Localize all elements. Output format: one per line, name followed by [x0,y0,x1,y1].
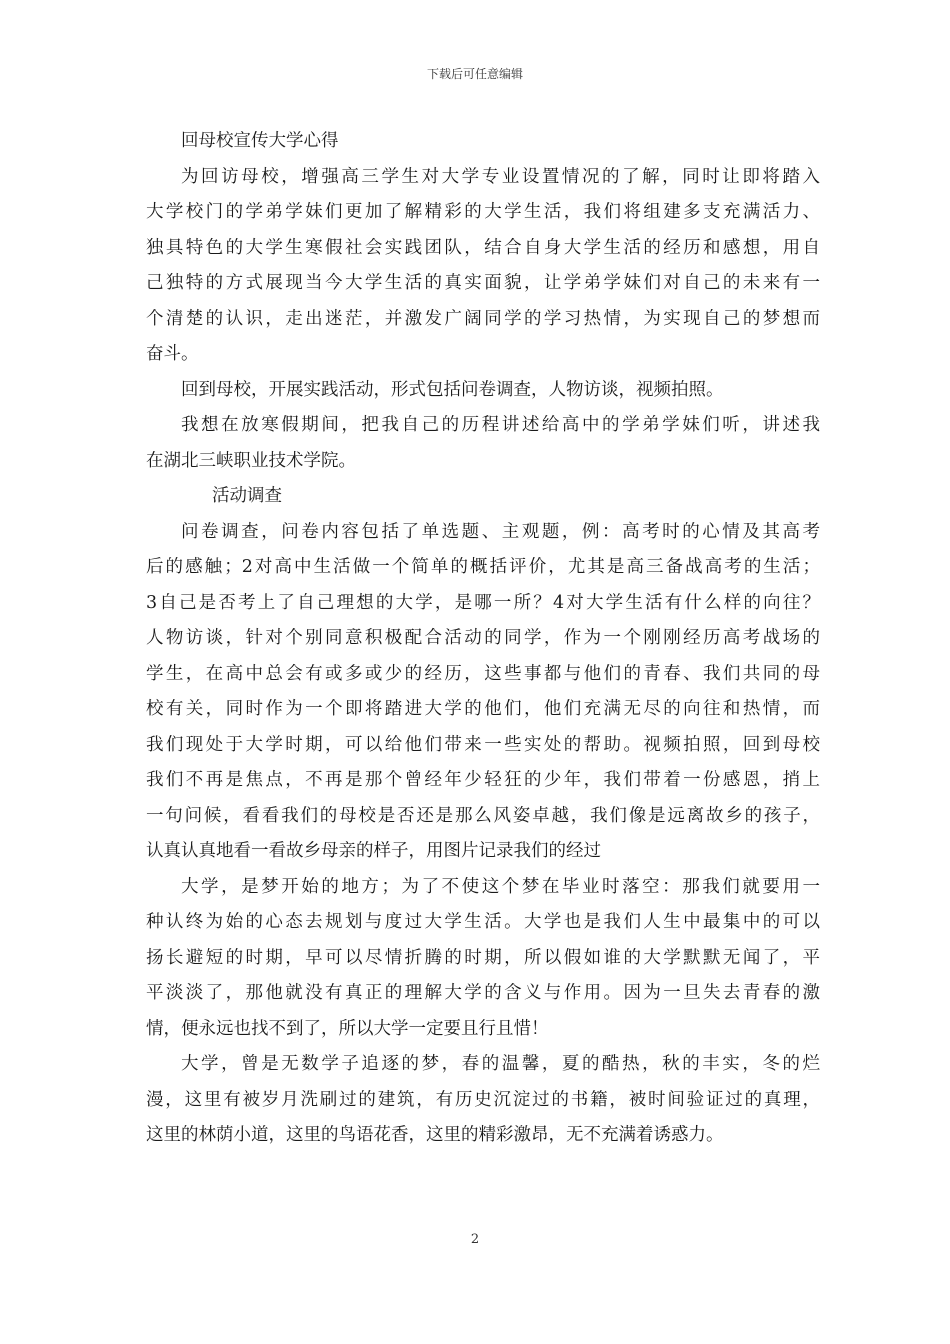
text-line: 学生，在高中总会有或多或少的经历，这些事都与他们的青春、我们共同的母 [146,663,820,684]
text-line: 种认终为始的心态去规划与度过大学生活。大学也是我们人生中最集中的可以 [146,912,820,932]
text-line: 大学校门的学弟学妹们更加了解精彩的大学生活，我们将组建多支充满活力、 [146,202,820,222]
text-line: 我们不再是焦点，不再是那个曾经年少轻狂的少年，我们带着一份感恩，捎上 [146,770,820,790]
document-title: 回母校宣传大学心得 [181,131,339,151]
text-line: 我想在放寒假期间，把我自己的历程讲述给高中的学弟学妹们听，讲述我 [181,415,820,435]
text-line: 问卷调查，问卷内容包括了单选题、主观题，例：高考时的心情及其高考 [181,521,820,542]
text-line: 为回访母校，增强高三学生对大学专业设置情况的了解，同时让即将踏入 [181,166,820,187]
text-line: 漫，这里有被岁月洗刷过的建筑，有历史沉淀过的书籍，被时间验证过的真理， [146,1089,820,1110]
text-line: 人物访谈，针对个别同意积极配合活动的同学，作为一个刚刚经历高考战场的 [146,628,820,648]
document-body [146,124,820,1154]
text-line: 己独特的方式展现当今大学生活的真实面貌，让学弟学妹们对自己的未来有一 [146,273,820,293]
text-line: 这里的林荫小道，这里的鸟语花香，这里的精彩激昂，无不充满着诱惑力。 [146,1125,724,1145]
text-line: 认真认真地看一看故乡母亲的样子，用图片记录我们的经过 [146,841,601,861]
page-header: 下载后可任意编辑 [426,67,523,81]
text-line: 3自己是否考上了自己理想的大学，是哪一所？4对大学生活有什么样的向往？ [146,592,820,613]
text-line: 扬长避短的时期，早可以尽情折腾的时期，所以假如谁的大学默默无闻了，平 [146,947,820,968]
text-line: 独具特色的大学生寒假社会实践团队，结合自身大学生活的经历和感想，用自 [146,237,820,258]
section-heading: 活动调查 [212,486,282,506]
text-line: 大学，是梦开始的地方；为了不使这个梦在毕业时落空：那我们就要用一 [181,876,820,897]
text-line: 一句问候，看看我们的母校是否还是那么风姿卓越，我们像是远离故乡的孩子， [146,805,820,826]
text-line: 平淡淡了，那他就没有真正的理解大学的含义与作用。因为一旦失去青春的激 [146,983,820,1003]
text-line: 校有关，同时作为一个即将踏进大学的他们，他们充满无尽的向往和热情，而 [146,699,820,719]
text-line: 回到母校，开展实践活动，形式包括问卷调查，人物访谈，视频拍照。 [181,379,724,400]
text-line: 奋斗。 [146,344,199,364]
text-line: 个清楚的认识，走出迷茫，并激发广阔同学的学习热情，为实现自己的梦想而 [146,308,820,329]
text-line: 情，便永远也找不到了，所以大学一定要且行且惜！ [146,1018,549,1039]
text-line: 大学，曾是无数学子追逐的梦，春的温馨，夏的酷热，秋的丰实，冬的烂 [181,1054,820,1074]
text-line: 后的感触；2对高中生活做一个简单的概括评价，尤其是高三备战高考的生活； [146,557,820,577]
text-line: 在湖北三峡职业技术学院。 [146,450,356,471]
text-line: 我们现处于大学时期，可以给他们带来一些实处的帮助。视频拍照，回到母校 [146,734,820,755]
page-number: 2 [470,1232,480,1247]
